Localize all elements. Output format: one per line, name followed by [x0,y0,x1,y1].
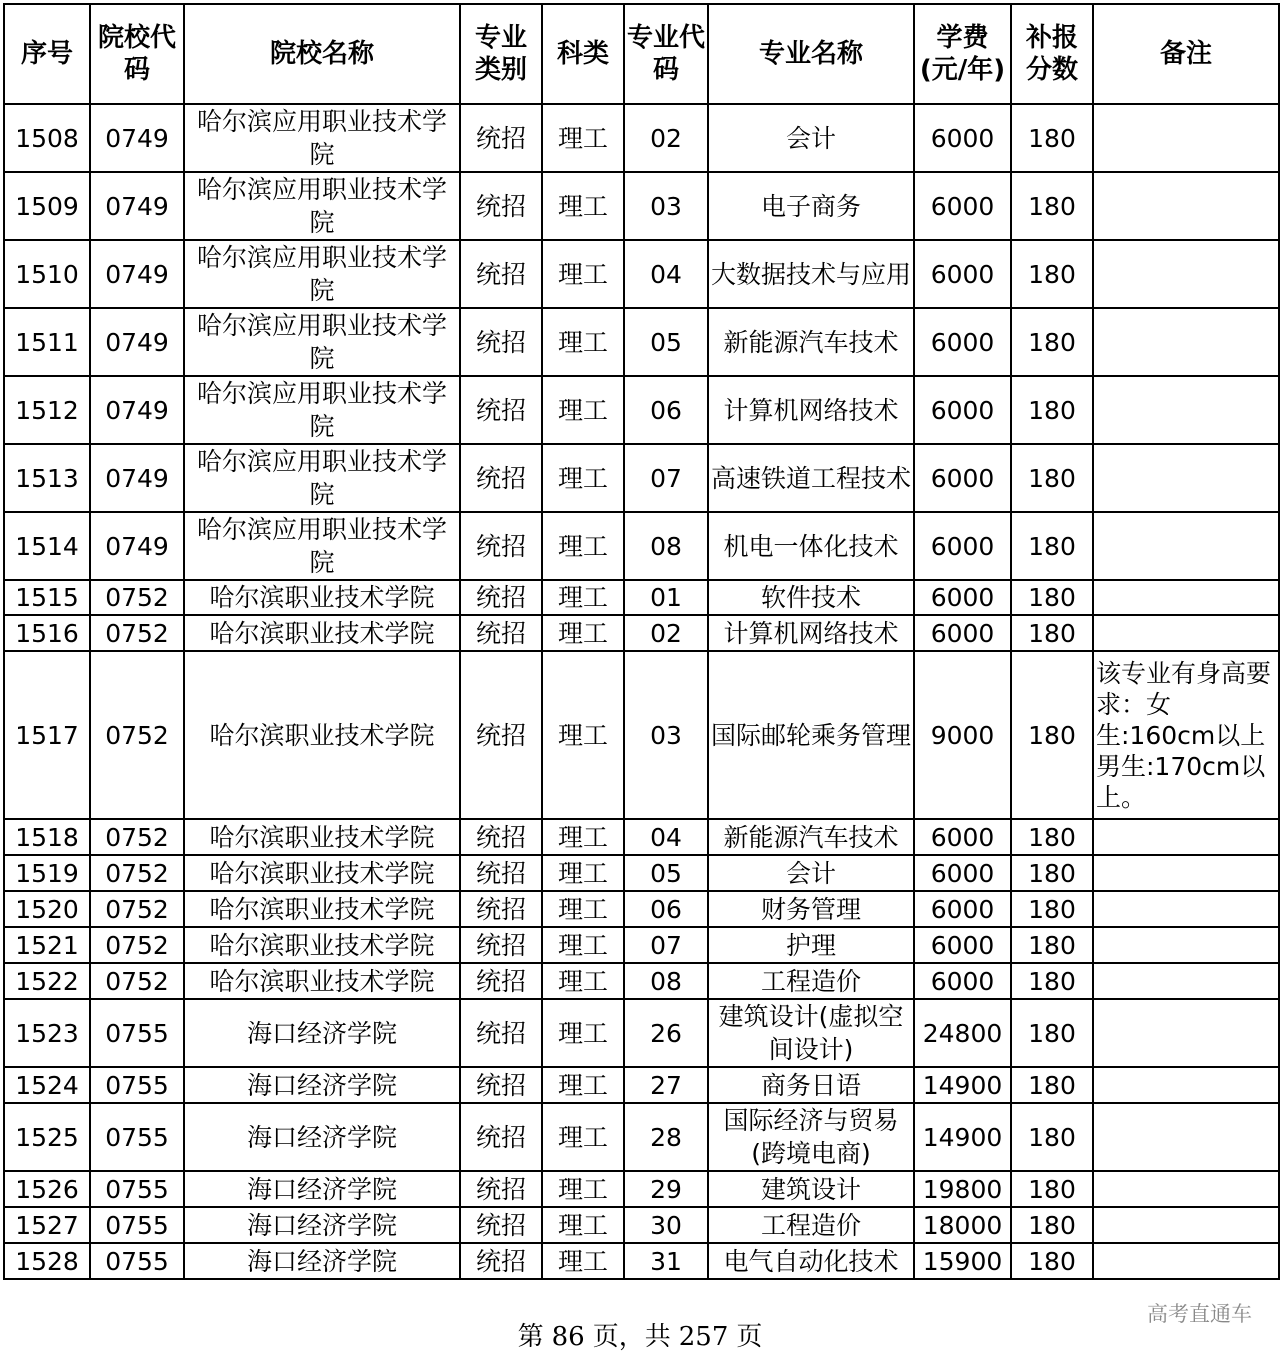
cell-major-type: 统招 [460,855,542,891]
cell-school-name: 哈尔滨应用职业技术学院 [184,376,460,444]
cell-major-name: 软件技术 [708,580,914,615]
cell-major-type: 统招 [460,963,542,999]
cell-remark [1093,512,1279,580]
cell-major-code: 03 [624,651,708,819]
cell-category: 理工 [542,855,624,891]
watermark-text: 高考直通车 [1147,1302,1252,1326]
cell-major-code: 06 [624,376,708,444]
header-major-name: 专业名称 [708,4,914,104]
cell-major-name: 工程造价 [708,963,914,999]
header-major-type: 专业类别 [460,4,542,104]
cell-major-code: 27 [624,1067,708,1103]
cell-school-code: 0752 [90,891,184,927]
cell-remark [1093,1103,1279,1171]
cell-school-code: 0755 [90,999,184,1067]
page-footer [0,1316,1280,1353]
cell-remark [1093,1171,1279,1207]
cell-major-name: 国际经济与贸易(跨境电商) [708,1103,914,1171]
cell-remark [1093,963,1279,999]
table-row [4,376,1279,444]
cell-seq: 1528 [4,1243,90,1279]
cell-major-code: 06 [624,891,708,927]
cell-tuition: 19800 [914,1171,1011,1207]
cell-major-name: 财务管理 [708,891,914,927]
cell-major-code: 05 [624,308,708,376]
cell-school-name: 哈尔滨应用职业技术学院 [184,240,460,308]
cell-score: 180 [1011,1067,1093,1103]
cell-school-name: 哈尔滨应用职业技术学院 [184,172,460,240]
header-category: 科类 [542,4,624,104]
cell-seq: 1518 [4,819,90,855]
cell-major-name: 高速铁道工程技术 [708,444,914,512]
cell-score: 180 [1011,651,1093,819]
cell-major-code: 05 [624,855,708,891]
cell-major-type: 统招 [460,615,542,651]
cell-major-name: 新能源汽车技术 [708,308,914,376]
cell-school-name: 哈尔滨职业技术学院 [184,963,460,999]
cell-school-name: 哈尔滨应用职业技术学院 [184,104,460,172]
header-seq: 序号 [4,4,90,104]
cell-major-type: 统招 [460,651,542,819]
cell-category: 理工 [542,891,624,927]
table-row [4,1171,1279,1207]
cell-category: 理工 [542,927,624,963]
cell-school-name: 哈尔滨应用职业技术学院 [184,308,460,376]
cell-major-code: 30 [624,1207,708,1243]
cell-major-name: 国际邮轮乘务管理 [708,651,914,819]
cell-category: 理工 [542,1243,624,1279]
cell-major-type: 统招 [460,444,542,512]
cell-school-code: 0749 [90,172,184,240]
cell-seq: 1517 [4,651,90,819]
table-row [4,240,1279,308]
cell-category: 理工 [542,1207,624,1243]
cell-school-name: 哈尔滨应用职业技术学院 [184,444,460,512]
cell-category: 理工 [542,444,624,512]
cell-major-type: 统招 [460,927,542,963]
table-row [4,444,1279,512]
cell-category: 理工 [542,999,624,1067]
table-row [4,891,1279,927]
table-row [4,1243,1279,1279]
cell-school-code: 0755 [90,1207,184,1243]
page-suffix: 页 [736,1322,763,1352]
table-row [4,819,1279,855]
cell-seq: 1527 [4,1207,90,1243]
cell-score: 180 [1011,172,1093,240]
cell-major-code: 08 [624,963,708,999]
cell-category: 理工 [542,240,624,308]
cell-major-name: 会计 [708,104,914,172]
cell-major-type: 统招 [460,1171,542,1207]
cell-tuition: 6000 [914,512,1011,580]
cell-school-code: 0749 [90,376,184,444]
cell-school-name: 海口经济学院 [184,1243,460,1279]
cell-seq: 1519 [4,855,90,891]
cell-major-type: 统招 [460,819,542,855]
cell-score: 180 [1011,819,1093,855]
cell-major-name: 电子商务 [708,172,914,240]
cell-tuition: 14900 [914,1103,1011,1171]
cell-seq: 1523 [4,999,90,1067]
cell-seq: 1512 [4,376,90,444]
cell-major-name: 会计 [708,855,914,891]
table-row [4,512,1279,580]
cell-remark [1093,376,1279,444]
cell-seq: 1520 [4,891,90,927]
cell-major-code: 07 [624,927,708,963]
table-row [4,615,1279,651]
cell-category: 理工 [542,172,624,240]
cell-remark [1093,1243,1279,1279]
cell-seq: 1510 [4,240,90,308]
cell-major-code: 28 [624,1103,708,1171]
cell-score: 180 [1011,444,1093,512]
cell-school-code: 0752 [90,819,184,855]
cell-major-code: 29 [624,1171,708,1207]
table-row [4,172,1279,240]
cell-score: 180 [1011,308,1093,376]
cell-category: 理工 [542,1067,624,1103]
cell-seq: 1509 [4,172,90,240]
cell-school-code: 0749 [90,104,184,172]
admission-table [3,3,1280,1280]
cell-remark [1093,580,1279,615]
cell-school-name: 哈尔滨应用职业技术学院 [184,512,460,580]
cell-tuition: 6000 [914,172,1011,240]
cell-category: 理工 [542,819,624,855]
cell-school-code: 0749 [90,240,184,308]
cell-school-code: 0752 [90,855,184,891]
cell-category: 理工 [542,615,624,651]
cell-tuition: 6000 [914,444,1011,512]
cell-tuition: 6000 [914,104,1011,172]
cell-major-code: 07 [624,444,708,512]
page-total: 257 [678,1322,729,1352]
cell-seq: 1522 [4,963,90,999]
cell-major-name: 建筑设计 [708,1171,914,1207]
cell-major-type: 统招 [460,376,542,444]
cell-category: 理工 [542,963,624,999]
cell-school-code: 0752 [90,615,184,651]
cell-tuition: 6000 [914,615,1011,651]
cell-score: 180 [1011,104,1093,172]
cell-major-type: 统招 [460,580,542,615]
cell-tuition: 6000 [914,580,1011,615]
cell-major-code: 04 [624,240,708,308]
cell-tuition: 6000 [914,891,1011,927]
table-row [4,1103,1279,1171]
cell-school-code: 0752 [90,927,184,963]
cell-school-name: 哈尔滨职业技术学院 [184,651,460,819]
cell-school-name: 哈尔滨职业技术学院 [184,855,460,891]
cell-school-code: 0755 [90,1171,184,1207]
cell-major-code: 03 [624,172,708,240]
cell-school-code: 0755 [90,1243,184,1279]
cell-tuition: 6000 [914,855,1011,891]
cell-remark [1093,1207,1279,1243]
table-row [4,580,1279,615]
table-row [4,999,1279,1067]
cell-major-code: 04 [624,819,708,855]
header-school-name: 院校名称 [184,4,460,104]
cell-major-name: 大数据技术与应用 [708,240,914,308]
cell-remark [1093,819,1279,855]
cell-school-name: 海口经济学院 [184,999,460,1067]
cell-school-code: 0752 [90,651,184,819]
cell-tuition: 6000 [914,927,1011,963]
cell-school-name: 哈尔滨职业技术学院 [184,891,460,927]
cell-seq: 1525 [4,1103,90,1171]
cell-major-name: 护理 [708,927,914,963]
cell-score: 180 [1011,615,1093,651]
table-row [4,855,1279,891]
cell-score: 180 [1011,512,1093,580]
cell-score: 180 [1011,963,1093,999]
cell-school-name: 哈尔滨职业技术学院 [184,927,460,963]
cell-school-code: 0755 [90,1067,184,1103]
cell-seq: 1524 [4,1067,90,1103]
cell-major-type: 统招 [460,512,542,580]
cell-tuition: 6000 [914,819,1011,855]
cell-remark [1093,615,1279,651]
header-remark: 备注 [1093,4,1279,104]
cell-seq: 1521 [4,927,90,963]
cell-school-code: 0755 [90,1103,184,1171]
cell-remark [1093,891,1279,927]
cell-school-code: 0752 [90,580,184,615]
cell-major-type: 统招 [460,104,542,172]
cell-major-code: 26 [624,999,708,1067]
cell-major-type: 统招 [460,999,542,1067]
cell-major-name: 电气自动化技术 [708,1243,914,1279]
cell-tuition: 24800 [914,999,1011,1067]
cell-seq: 1511 [4,308,90,376]
cell-score: 180 [1011,891,1093,927]
cell-seq: 1526 [4,1171,90,1207]
cell-major-code: 02 [624,104,708,172]
cell-seq: 1516 [4,615,90,651]
cell-school-name: 哈尔滨职业技术学院 [184,819,460,855]
table-row [4,104,1279,172]
cell-seq: 1514 [4,512,90,580]
cell-remark [1093,308,1279,376]
cell-major-name: 建筑设计(虚拟空间设计) [708,999,914,1067]
header-school-code: 院校代码 [90,4,184,104]
cell-remark [1093,999,1279,1067]
page-mid: 页，共 [592,1322,671,1352]
cell-remark: 该专业有身高要求：女生:160cm以上男生:170cm以上。 [1093,651,1279,819]
table-row [4,1067,1279,1103]
table-row [4,651,1279,819]
cell-category: 理工 [542,104,624,172]
cell-school-name: 海口经济学院 [184,1103,460,1171]
cell-tuition: 6000 [914,963,1011,999]
cell-school-code: 0749 [90,512,184,580]
cell-score: 180 [1011,1207,1093,1243]
cell-school-name: 哈尔滨职业技术学院 [184,615,460,651]
cell-score: 180 [1011,1243,1093,1279]
cell-major-name: 机电一体化技术 [708,512,914,580]
table-row [4,308,1279,376]
header-score: 补报分数 [1011,4,1093,104]
table-body [4,104,1279,1279]
cell-school-name: 哈尔滨职业技术学院 [184,580,460,615]
cell-score: 180 [1011,580,1093,615]
cell-major-type: 统招 [460,172,542,240]
header-major-code: 专业代码 [624,4,708,104]
cell-remark [1093,927,1279,963]
cell-major-code: 31 [624,1243,708,1279]
cell-major-type: 统招 [460,1103,542,1171]
cell-remark [1093,240,1279,308]
cell-school-name: 海口经济学院 [184,1067,460,1103]
cell-remark [1093,444,1279,512]
page-number: 86 [551,1322,585,1352]
cell-score: 180 [1011,855,1093,891]
cell-school-name: 海口经济学院 [184,1207,460,1243]
cell-major-type: 统招 [460,891,542,927]
cell-major-name: 新能源汽车技术 [708,819,914,855]
cell-remark [1093,172,1279,240]
cell-tuition: 14900 [914,1067,1011,1103]
cell-score: 180 [1011,999,1093,1067]
cell-major-type: 统招 [460,1207,542,1243]
cell-major-type: 统招 [460,308,542,376]
cell-seq: 1513 [4,444,90,512]
cell-category: 理工 [542,512,624,580]
header-row [4,4,1279,104]
cell-tuition: 6000 [914,308,1011,376]
cell-remark [1093,104,1279,172]
cell-tuition: 6000 [914,376,1011,444]
cell-major-name: 计算机网络技术 [708,615,914,651]
cell-major-name: 商务日语 [708,1067,914,1103]
cell-score: 180 [1011,240,1093,308]
table-row [4,963,1279,999]
cell-score: 180 [1011,1171,1093,1207]
cell-school-code: 0749 [90,308,184,376]
cell-score: 180 [1011,376,1093,444]
cell-major-name: 计算机网络技术 [708,376,914,444]
cell-tuition: 18000 [914,1207,1011,1243]
cell-score: 180 [1011,927,1093,963]
cell-school-code: 0749 [90,444,184,512]
cell-school-name: 海口经济学院 [184,1171,460,1207]
cell-major-code: 01 [624,580,708,615]
cell-category: 理工 [542,580,624,615]
cell-major-type: 统招 [460,1243,542,1279]
cell-tuition: 6000 [914,240,1011,308]
cell-major-name: 工程造价 [708,1207,914,1243]
cell-tuition: 15900 [914,1243,1011,1279]
cell-category: 理工 [542,1171,624,1207]
cell-category: 理工 [542,651,624,819]
cell-category: 理工 [542,308,624,376]
cell-tuition: 9000 [914,651,1011,819]
cell-remark [1093,1067,1279,1103]
cell-major-type: 统招 [460,1067,542,1103]
cell-category: 理工 [542,1103,624,1171]
header-tuition: 学费(元/年) [914,4,1011,104]
cell-category: 理工 [542,376,624,444]
page-prefix: 第 [517,1322,544,1352]
cell-score: 180 [1011,1103,1093,1171]
cell-remark [1093,855,1279,891]
cell-major-code: 08 [624,512,708,580]
cell-seq: 1515 [4,580,90,615]
table-row [4,927,1279,963]
cell-major-code: 02 [624,615,708,651]
cell-seq: 1508 [4,104,90,172]
cell-school-code: 0752 [90,963,184,999]
table-row [4,1207,1279,1243]
cell-major-type: 统招 [460,240,542,308]
